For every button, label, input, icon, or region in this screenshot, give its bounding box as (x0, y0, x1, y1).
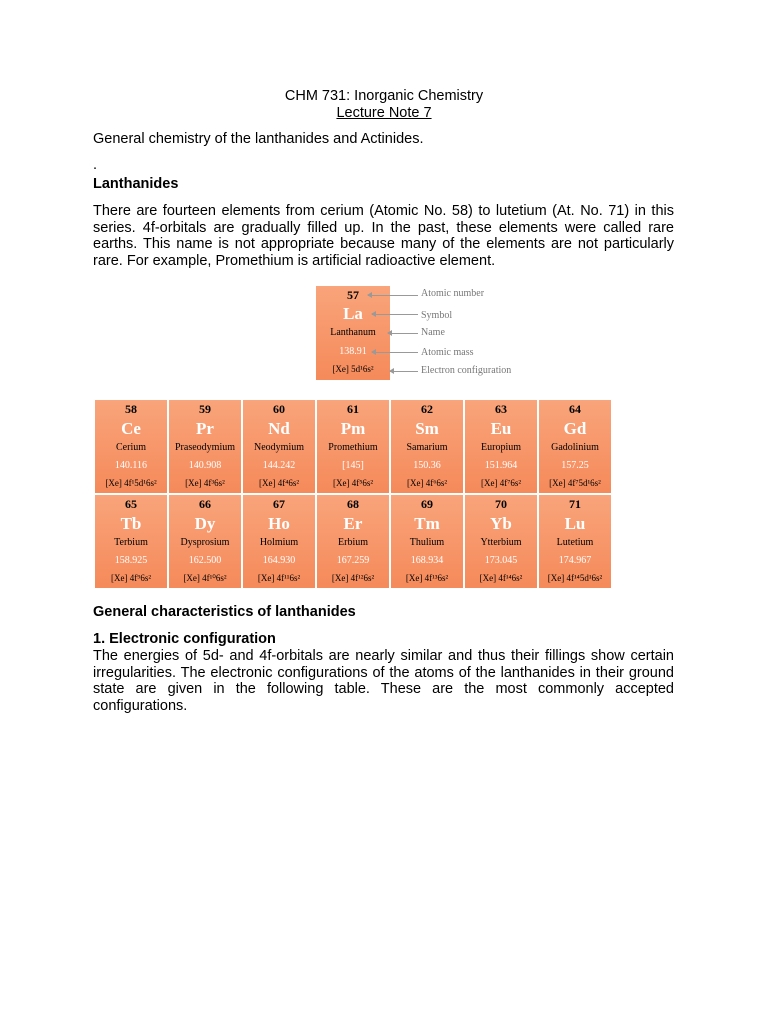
element-name: Erbium (338, 537, 368, 548)
key-label-name: Name (421, 327, 445, 338)
key-label-atomic-mass: Atomic mass (421, 347, 474, 358)
atomic-number: 61 (347, 402, 359, 416)
element-tile (465, 400, 537, 493)
electron-config: [Xe] 4f⁷6s² (480, 478, 522, 488)
document-title: CHM 731: Inorganic Chemistry (284, 88, 484, 104)
electronic-config-subheading: 1. Electronic configuration (93, 631, 276, 647)
title-block (0, 88, 768, 122)
element-symbol: Ce (121, 419, 141, 438)
arrow-icon (368, 295, 418, 296)
electron-config: [Xe] 4f¹⁴5d¹6s² (547, 573, 603, 583)
atomic-number: 64 (569, 402, 581, 416)
electron-config: [Xe] 4f¹²6s² (331, 573, 375, 583)
element-name: Samarium (406, 442, 448, 453)
element-name: Neodymium (254, 442, 304, 453)
electron-config: [Xe] 4f³6s² (185, 478, 225, 488)
atomic-mass: 157.25 (561, 460, 589, 471)
atomic-number: 62 (421, 402, 433, 416)
element-tile (539, 400, 611, 493)
key-symbol: La (343, 304, 363, 323)
element-tile (539, 495, 611, 588)
element-name: Dysprosium (180, 537, 230, 548)
element-tile (317, 400, 389, 493)
atomic-mass: 173.045 (484, 555, 518, 566)
atomic-mass: 140.116 (114, 460, 148, 471)
element-name: Praseodymium (175, 442, 235, 453)
element-symbol: Tb (120, 514, 142, 533)
element-symbol: Ho (268, 514, 290, 533)
key-mass: 138.91 (339, 346, 367, 357)
atomic-mass: 168.934 (410, 555, 444, 566)
atomic-mass: 162.500 (188, 555, 222, 566)
key-label-symbol: Symbol (421, 310, 453, 321)
element-tile (95, 495, 167, 588)
element-tile (243, 495, 315, 588)
element-name: Holmium (259, 537, 299, 548)
element-symbol: Pr (196, 419, 214, 438)
element-name: Ytterbium (480, 537, 522, 548)
atomic-number: 69 (421, 497, 433, 511)
atomic-mass: 151.964 (484, 460, 518, 471)
atomic-number: 70 (495, 497, 507, 511)
element-symbol: Lu (564, 514, 586, 533)
electron-config: [Xe] 4f¹³6s² (405, 573, 449, 583)
atomic-number: 67 (273, 497, 285, 511)
electronic-config-paragraph: The energies of 5d- and 4f-orbitals are nearly similar and thus their fillings show certain irregularities. The electronic configurations of the atoms of the lanthanides in their ground state are given in the following table. These are the most commonly accepted configurations. (93, 648, 674, 714)
arrow-icon (372, 314, 418, 315)
characteristics-heading: General characteristics of lanthanides (93, 604, 356, 620)
electron-config: [Xe] 4f¹⁴6s² (479, 573, 523, 583)
element-symbol: Nd (268, 419, 290, 438)
element-symbol: Tm (414, 514, 440, 533)
atomic-number: 71 (569, 497, 581, 511)
element-symbol: Eu (490, 419, 512, 438)
atomic-number: 59 (199, 402, 211, 416)
atomic-mass: 144.242 (262, 460, 296, 471)
atomic-mass: 174.967 (558, 555, 592, 566)
arrow-icon (372, 352, 418, 353)
atomic-number: 65 (125, 497, 137, 511)
document-subtitle: Lecture Note 7 (336, 105, 432, 121)
arrow-icon (388, 333, 418, 334)
atomic-mass: 164.930 (262, 555, 296, 566)
electron-config: [Xe] 4f⁵6s² (332, 478, 374, 488)
element-name: Lutetium (556, 537, 594, 548)
atomic-number: 58 (125, 402, 137, 416)
arrow-icon (390, 371, 418, 372)
atomic-number: 63 (495, 402, 507, 416)
atomic-mass: 140.908 (188, 460, 222, 471)
element-tile (317, 495, 389, 588)
element-name: Promethium (328, 442, 378, 453)
key-atomic-number: 57 (347, 288, 359, 302)
element-symbol: Sm (415, 419, 439, 438)
electron-config: [Xe] 4f¹⁰6s² (183, 573, 227, 583)
element-tile (169, 495, 241, 588)
electron-config: [Xe] 4f⁴6s² (258, 478, 300, 488)
key-element-tile (316, 286, 390, 380)
element-tile (391, 495, 463, 588)
element-symbol: Yb (490, 514, 512, 533)
element-tile (391, 400, 463, 493)
element-symbol: Er (343, 514, 363, 533)
element-name: Europium (481, 442, 521, 453)
stray-dot: . (93, 157, 98, 173)
electron-config: [Xe] 4f¹5d¹6s² (105, 478, 157, 488)
lanthanides-heading: Lanthanides (93, 176, 179, 192)
element-key-diagram (316, 286, 531, 382)
key-label-atomic-number: Atomic number (421, 288, 485, 299)
atomic-mass: 158.925 (114, 555, 148, 566)
atomic-mass: [145] (342, 460, 364, 471)
key-label-electron-config: Electron configuration (421, 365, 512, 376)
element-symbol: Dy (194, 514, 216, 533)
intro-text: General chemistry of the lanthanides and Actinides. (93, 131, 424, 147)
key-config: [Xe] 5d¹6s² (332, 364, 374, 374)
element-symbol: Pm (340, 419, 366, 438)
atomic-number: 66 (199, 497, 211, 511)
atomic-mass: 167.259 (336, 555, 370, 566)
electron-config: [Xe] 4f⁷5d¹6s² (549, 478, 601, 488)
element-tile (465, 495, 537, 588)
element-tile (169, 400, 241, 493)
atomic-number: 68 (347, 497, 359, 511)
element-name: Cerium (116, 442, 146, 453)
element-symbol: Gd (563, 419, 587, 438)
element-name: Gadolinium (551, 442, 599, 453)
element-tile (243, 400, 315, 493)
element-name: Terbium (114, 537, 148, 548)
lanthanides-paragraph: There are fourteen elements from cerium (Atomic No. 58) to lutetium (At. No. 71) in this series. 4f-orbitals are gradually filled up. In the past, these elements were called rare earths. This name is not appropriate because many of the elements are not particularly rare. For example, Promethium is artificial radioactive element. (93, 203, 674, 269)
element-name: Thulium (409, 537, 445, 548)
atomic-number: 60 (273, 402, 285, 416)
key-name: Lanthanum (330, 327, 376, 338)
element-tile (95, 400, 167, 493)
atomic-mass: 150.36 (413, 460, 441, 471)
electron-config: [Xe] 4f¹¹6s² (257, 573, 301, 583)
electron-config: [Xe] 4f⁹6s² (110, 573, 152, 583)
lanthanide-grid (95, 400, 612, 590)
electron-config: [Xe] 4f⁶6s² (406, 478, 448, 488)
